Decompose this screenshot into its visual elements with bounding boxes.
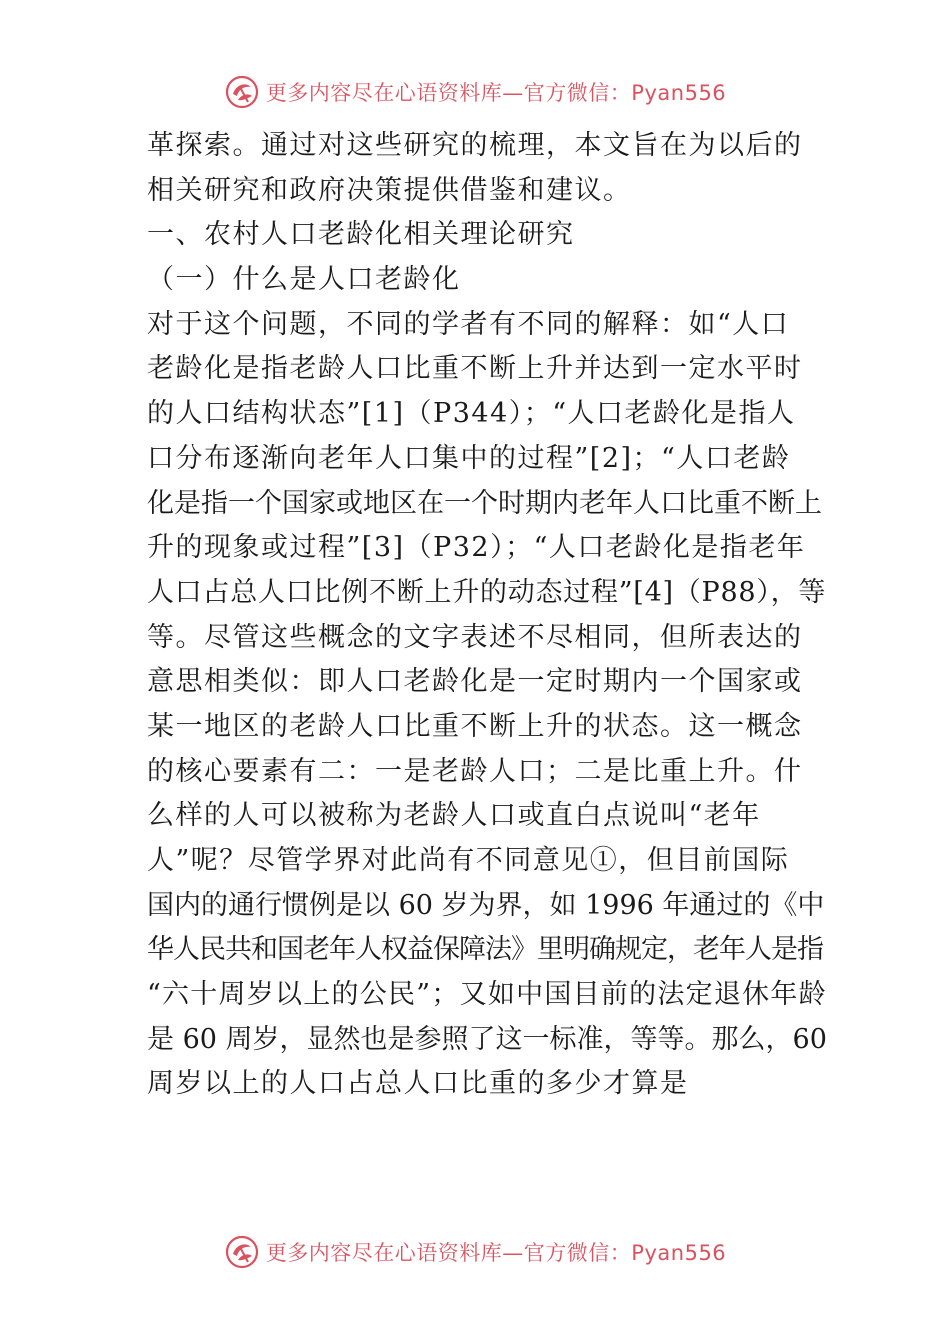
text-line: 对于这个问题，不同的学者有不同的解释：如“人口: [147, 308, 790, 340]
banner-text: 更多内容尽在心语资料库—官方微信：Pyan556: [265, 1241, 727, 1265]
banner-text: 更多内容尽在心语资料库—官方微信：Pyan556: [265, 81, 727, 105]
footer-banner: [0, 1232, 950, 1272]
text-line: 国内的通行惯例是以 60 岁为界，如 1996 年通过的《中: [147, 889, 825, 921]
text-line: 相关研究和政府决策提供借鉴和建议。: [147, 174, 632, 206]
text-line: 化是指一个国家或地区在一个时期内老年人口比重不断上: [147, 487, 822, 519]
document-body: [147, 124, 827, 1107]
red-swirl-logo-icon: [224, 74, 260, 110]
text-line: 意思相类似：即人口老龄化是一定时期内一个国家或: [147, 666, 803, 698]
text-line: 升的现象或过程”[3]（P32）；“人口老龄化是指老年: [147, 532, 806, 564]
text-line: 人”呢？尽管学界对此尚有不同意见①，但目前国际: [147, 845, 790, 876]
text-line: 么样的人可以被称为老龄人口或直白点说叫“老年: [147, 800, 761, 832]
text-line: 周岁以上的人口占总人口比重的多少才算是: [147, 1068, 689, 1100]
text-line: 革探索。通过对这些研究的梳理，本文旨在为以后的: [147, 130, 803, 161]
text-line: 人口占总人口比例不断上升的动态过程”[4]（P88），等: [147, 576, 827, 608]
text-line: （一）什么是人口老龄化: [147, 264, 461, 296]
text-line: 口分布逐渐向老年人口集中的过程”[2]；“人口老龄: [147, 442, 791, 474]
text-line: 华人民共和国老年人权益保障法》里明确规定，老年人是指: [147, 934, 823, 966]
text-line: 老龄化是指老龄人口比重不断上升并达到一定水平时: [147, 353, 803, 385]
text-line: “六十周岁以上的公民”；又如中国目前的法定退休年龄: [147, 979, 827, 1011]
header-banner: [0, 72, 950, 112]
text-line: 的核心要素有二：一是老龄人口；二是比重上升。什: [147, 755, 803, 787]
text-line: 等。尽管这些概念的文字表述不尽相同，但所表达的: [147, 621, 803, 653]
red-swirl-logo-icon: [224, 1234, 260, 1270]
text-line: 某一地区的老龄人口比重不断上升的状态。这一概念: [147, 710, 803, 742]
text-line: 是 60 周岁，显然也是参照了这一标准，等等。那么，60: [147, 1023, 827, 1055]
text-line: 的人口结构状态”[1]（P344）；“人口老龄化是指人: [147, 398, 796, 430]
text-line: 一、农村人口老龄化相关理论研究: [147, 219, 575, 251]
